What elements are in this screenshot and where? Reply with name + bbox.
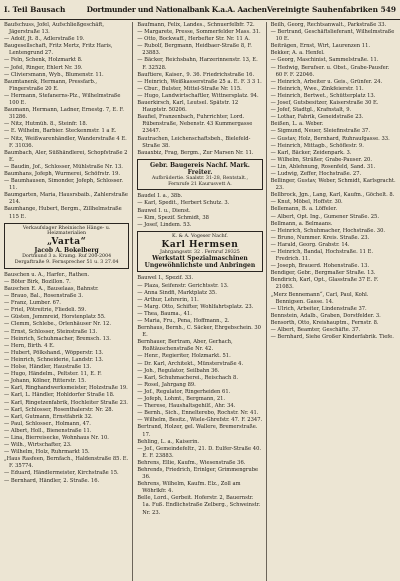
directory-entry: — Feln, Schenk, Holzmarkt 8.	[4, 57, 83, 64]
directory-entry: — Anna Sindfi, Marktplatz 35.	[137, 289, 217, 296]
directory-entry: — Clemm, Schlebe., Orlenhäuser Nr. 12.	[4, 321, 111, 328]
directory-entry: — Lin, Ablehnung, Rosenfeld, Sand. 31.	[270, 163, 376, 170]
directory-entry: Bellmann, a. Belmaans.	[270, 220, 333, 227]
directory-entry: — Heinrich, Bertwet., Schütterplatz 13.	[270, 92, 376, 99]
directory-entry: — Güsten, Jemmreid, Horstenplatz 55.	[4, 314, 106, 321]
directory-entry: — Nitz, Weißwarenhändler, Wanderstraße 4 E. F. 31036.	[4, 135, 127, 149]
directory-entry: — Ludwig, Zeffer, Hochstraße. 27.	[270, 170, 362, 177]
directory-entry: — Georg, Maschinist, Sammelstraße. 11.	[270, 57, 379, 64]
directory-entry: — Johann, Kölner, Ritterstr. 15.	[4, 378, 87, 385]
directory-entry: Bauftiere, Kaiser., 9. 36. Friedrichstraße 16.	[137, 71, 255, 78]
directory-entry: „Merz Bennemann“, Carl, Paul, Kohl. Bennigsen. Gasse. 14.	[270, 291, 369, 305]
column-2-entries-mid	[137, 193, 262, 228]
directory-entry: — Karl, L. Händler, Hohldorfer Straße 18.	[4, 392, 115, 399]
directory-entry: Baugesellschaft, Fritz Mertz, Fritz Haris, Lentengrund 27.	[4, 43, 113, 57]
directory-entry: — Knut, Möbel, Hoffstr. 30.	[270, 199, 343, 206]
directory-entry: — Lothar, Fabrik, Geneidstraße 23.	[270, 114, 364, 121]
directory-entry: — Eduard, Händlermeister, Kirchstraße 15.	[4, 470, 119, 477]
directory-entry: Bauschen u. A., Harfer., Rathen.	[4, 271, 90, 278]
directory-entry: Bellemann, B. a. Löffeler.	[270, 206, 337, 213]
ad-line: K. & A. Vogeser Nachf.	[172, 233, 228, 239]
directory-entry: Beiträgen, Ernst, Wirt, Laurenzen 11.	[270, 43, 371, 50]
directory-entry: — Baumhausen, Simonder, Jofeph, Schlosser. 11.	[4, 178, 124, 192]
directory-entry: — Bernhard, Händler, 2. Straße. 16.	[4, 477, 100, 484]
ad-brand-name: „Varta“	[47, 237, 87, 248]
directory-entry: Baufiel, Franzenbach, Fuhrrichter, Lord. Rübenstraße, Nebenstr. 43 Kummergasse 23447.	[137, 114, 253, 135]
directory-entry: Bernhaus, Bernh., C. Säcker, Ehrgebschein. 30 E.	[137, 325, 261, 339]
directory-entry: Bekker, A. a. Henfel.	[270, 50, 325, 57]
directory-entry: — Josef, Lindem. 53.	[137, 221, 192, 228]
advertisement-box-baugereis	[137, 159, 262, 191]
directory-entry: — Therese, Haushaltsgehilf., Ahr. 34.	[137, 403, 236, 410]
ad-line: Dergaftraße 9. Fernsprecher 51 u. 3 27.04	[14, 260, 119, 266]
directory-entry: Beißen, L. a. Weber.	[270, 121, 324, 128]
directory-entry: — Nitz, Hutmüh. 8., Steinfr. 18.	[4, 121, 88, 128]
directory-entry: — Karl, Schuhmacherei., Reischach 8.	[137, 374, 238, 381]
directory-entry: — Joseph, Brauerd. Hohenstraße. 13.	[270, 263, 370, 270]
directory-entry: Bauschen E. A., Bauselaas, Bahnstr.	[4, 286, 99, 292]
directory-entry: — Heinrich, Weißkasserstraße 25 a. E. F. 3 3 1.	[137, 78, 262, 85]
column-2-entries-before	[137, 22, 262, 157]
directory-entry: — Albert, Beamter, Geschäfte. 37.	[270, 327, 361, 334]
directory-entry: Bendirich, Karl, Opt., Glasstraße 37 E. F. 21083.	[270, 277, 379, 291]
directory-entry: — Thea, Bauma., 41.	[137, 310, 192, 317]
directory-entry: — Hugo, Händelm., Peltster. 11, E. F.	[4, 371, 102, 378]
ad-line: Ungewöhnlichste und Anbringen	[144, 262, 256, 270]
directory-entry: — Ernst, Schlosser, Steinstraße 13.	[4, 328, 98, 335]
column-1-entries-after	[4, 272, 129, 485]
ad-company-name: Jacob A. Bokelberg	[34, 247, 99, 255]
directory-entry: — Karl, Ringhandwerksmeister, Holzstraße 19.	[4, 385, 128, 392]
directory-entry: — Adolf, Jt. 8., Adlerstraße 19.	[4, 36, 85, 43]
directory-entry: — Joh., Regulator, Seilbahn 36.	[137, 367, 220, 374]
directory-entry: — Rubolf, Bergmann, Heidbaer-Straße 8, F. 23883.	[137, 43, 252, 57]
directory-entry: — Albert, Opt. Ing., Gumener Straße. 25.	[270, 213, 380, 220]
directory-entry: — Plaza, Seifenstr. Gerichtsstr. 13.	[137, 282, 229, 289]
directory-entry: Behling, L. a., Kaiserin.	[137, 438, 200, 445]
directory-entry: Baumhange, Hubert, Bergm., Zillhelmstraße 115 E.	[4, 206, 122, 220]
ad-line: Werkstatt Spezialmaschinen	[152, 255, 248, 263]
directory-entry: — Bertrand, Geschäftslieferant, Wilhelmstraße 10 E.	[270, 29, 395, 43]
column-3	[267, 22, 400, 581]
directory-entry: — Dr. Karl, Architekt., Münsterstraße 4.	[137, 360, 244, 367]
column-1	[0, 22, 133, 581]
header-advertisement: Dortmunder und Nationalbank K.a.A. Aachen	[86, 4, 267, 14]
directory-entry: — Wilhelm, Holz, Ruhrmarkt 15.	[4, 449, 90, 456]
directory-entry: — Karl, Spedit., Herbert Schutz. 3.	[137, 200, 230, 207]
directory-entry: — Jof., Regulator, Ringerheiden 61.	[137, 388, 231, 395]
directory-entry: — Jofeph, Lohmt., Bergmann, 21.	[137, 396, 226, 403]
column-1-entries-before	[4, 22, 129, 221]
directory-entry: Bernhauer, Bertram, Aber, Gerhach, Roßtäuschenstraße Nr. 42.	[137, 339, 233, 353]
directory-entry: Bellinger, Gustav, Weber, Schmidt, Karlsgracht. 23.	[270, 178, 396, 192]
directory-entry: Baudel I. a., 38b.	[137, 193, 183, 200]
directory-entry: — Hern, Birth. 4 E.	[4, 342, 55, 349]
directory-entry: — Cliviersmann, Wyb., Blumenstr. 11.	[4, 71, 104, 78]
directory-entry: — Bernh., Sich., Ennelterebo, Rochstr. Nr. 41.	[137, 410, 259, 417]
directory-entry: — Friel, Pötreitrie, Fliedeli. 59.	[4, 307, 87, 314]
directory-entry: Beilh, Georg, Rechtsanwalt., Parkstraße 33.	[270, 22, 387, 28]
directory-entry: Bauaxbiz, Frag, Bergm., Zur Marsen Nr. 11.	[137, 149, 254, 156]
directory-entry: — Jofel, Ringer, Ehlert Nr. 39.	[4, 64, 83, 71]
column-3-entries-before	[271, 22, 397, 341]
directory-entry: — Wilh., Wirtschafter, 23.	[4, 442, 72, 449]
directory-entry: — Maria, Fru., Pena, Hoffmann., 2.	[137, 318, 230, 324]
advertisement-box-varta	[4, 223, 129, 269]
directory-entry: — Franz, Lumber. 67.	[4, 300, 61, 307]
ad-company-name: Gebr. Baugereis Nachf. Mark. Freiter.	[150, 161, 250, 176]
directory-entry: Baumhans, Jofeph, Wurmerei, Schöfrstr. 19.	[4, 170, 121, 177]
directory-entry: — Heinrich, Schuhmacher, Hochstraße. 30.	[270, 227, 386, 234]
directory-entry: — Lina, Bierreisecke, Wohnhaus Nr. 10.	[4, 434, 109, 441]
directory-entry: „Haus Rasfeen, Bernfach., Haldenstraße 85. E. F. 35774.	[4, 456, 129, 470]
directory-entry: — Heinrich, Schuhmacher, Bremsch. 13.	[4, 335, 111, 342]
header-page-title: Vereinigte Sauhenfabriken 549	[266, 4, 396, 14]
directory-entry: — Otto, Bockwaff., Herbefter Str. Nr. 11 A.	[137, 36, 250, 43]
directory-entry: Bendiger, Gebr., Bergmaßer Straße. 13.	[270, 270, 376, 277]
directory-entry: — Paul, Schlosser., Holmann, 47.	[4, 420, 91, 427]
advertisement-box-hermsen	[137, 231, 262, 273]
directory-entry: — Wilhelm, Sträßer, Grabe-Pauser. 20.	[270, 156, 372, 163]
directory-entry: — Josef, Gutsbesitzer, Kaiserstraße 30 E.	[270, 100, 379, 107]
directory-entry: Behrends, Friedrich, Erinlger, Grimmengrube 36.	[137, 466, 259, 481]
directory-entry: — Marg. Otto, Schifter, Wohlfahrtsplatz. 23.	[137, 303, 254, 310]
directory-entry: Baumann, Hermann, Ladner, Ernestg. 7, E. F. 31286.	[4, 107, 124, 121]
directory-entry: — Hubert, Pölkshand., Wöpperstr. 13.	[4, 349, 104, 356]
directory-entry: — Karl, Schlosser, Rosenthalerstr. Nr. 28.	[4, 406, 114, 413]
directory-entry: Bertrand, Holzer, gel. Wallere, Bremerstraße. 17.	[137, 424, 258, 438]
directory-entry: Baumtanenk, Hermann, Pressfarb., Fingerstraße 20 E.	[4, 78, 98, 92]
ad-brand-name: Karl Hermsen	[161, 239, 239, 250]
ad-line: Verkaufslager Rheinische Hänge- u. Heizmaterialien	[22, 225, 111, 237]
directory-entry: Bensorth, Otto, Kreishauptm., Fernstr. 8.	[270, 319, 379, 326]
directory-entry: Bautrachen, Leichenschaftsbeh., Bielefeld-Straße 38.	[137, 135, 251, 149]
directory-entry: — Kim, Spezif. Schmidt, 38	[137, 214, 209, 221]
directory-entry: — Karl, Gutmann, Ernstfabrik 32.	[4, 413, 93, 420]
directory-entry: Belle, Lord., Gerbeit. Hoferstr. 2, Bauernstr. 1a. Fuß. Endlichstraße Zelberg., Schweinstr. Nr. 23.	[137, 495, 261, 516]
directory-entry: — Cbur., Bulster, Mittel-Straße Nr. 115.	[137, 85, 242, 92]
directory-entry: — Böter Birk, Bozillon. 7.	[4, 278, 71, 285]
directory-entry: — Bäcker, Reichsbahn, Harzerinnenstr. 13, E. F. 32528.	[137, 57, 258, 71]
directory-entry: — Brauo, Bal., Rosenstraße 3.	[4, 293, 84, 300]
directory-entry: — Gustav, Holz, Bernhard, Ruhraufgasse. 33.	[270, 135, 390, 142]
directory-entry: Baufmann, Felix, Landes., Schnuerfelbfr. 72.	[137, 22, 255, 28]
directory-entry: — Baudin, Jof., Schlosser, Mühlstraße Nr. 13.	[4, 163, 123, 170]
header-section-label: I. Teil Bausach	[4, 4, 66, 14]
directory-entry: Baufschuss, Jofel, Aufschließgeschäft, Jägerstraße 13.	[4, 22, 105, 36]
directory-entry: — Margarete, Presse, Sommerfelder Mass. 31.	[137, 29, 261, 36]
directory-entry: Baumbach, Aler, Süßhändlerei, Schopfstraße 2 E.	[4, 149, 128, 163]
directory-entry: Bellbrock, Jgn., Lang, Karl, Kaufm., Göchelt. 8.	[270, 192, 395, 199]
directory-entry: Bauwel I., Spezif. 33.	[137, 275, 193, 282]
ad-line: Dortmund 3 a. Kramg. Ruf 200-2004	[22, 254, 112, 260]
directory-entry: — Bernhard, Siehe Großer Kinderfabrik. Tiefe.	[270, 334, 394, 341]
directory-entry: Bennstein, Adalb., Graben, Dorstfelder. 3.	[270, 312, 381, 319]
directory-entry: — Bruno, Nummer. Kreis. Straße. 23.	[270, 234, 370, 241]
ad-line: Jahrgangsstr. 32 . Fernruf 29325	[160, 249, 240, 255]
directory-entry: — Heinrich, Schneiderie, Landstr. 13.	[4, 356, 104, 363]
directory-entry: — Heinrich, Bandal, Hochstraße. 11 E. Fredrich. 11.	[270, 249, 374, 263]
directory-entry: — Hedwig, Berufser. u. Obst., Grabe-Pausfer. 60 F. F. 22046.	[270, 64, 390, 78]
directory-entry: Bauerkirsch, Karl, Leutsel. Spätstr. 12 Hauptstr. 50206.	[137, 100, 239, 114]
directory-entry: Behrens, Wilhelm, Kaufm. Elz., Zoll am Wöhrlkfr. 4.	[137, 481, 241, 495]
directory-entry: — Karl, Ringetzenfabrik, Hochleiter Straße 23.	[4, 399, 128, 406]
directory-entry: — E. Wilhelm, Barbier. Steckenmstr. 1 a E.	[4, 128, 117, 135]
directory-entry: — Hugo, Landwirtschaftler, Wittnersplatz. 94.	[137, 92, 259, 99]
directory-entry: Behrens, Ellie, Kaufm., Wiesenstraße 36.	[137, 459, 246, 466]
directory-entry: — Karl, Bäcker, Zeidenpark. 3.	[270, 149, 352, 156]
directory-entry: — Rosel, Jahrgang 89.	[137, 381, 196, 388]
directory-entry: — Wilhelm, Besitz., Wiele-Ghrefstr. 47. F. 2347.	[137, 417, 263, 424]
directory-entry: — Albert, Holl., Bienenstraße 11.	[4, 427, 92, 434]
directory-entry: — Hermann, Stefanerns-Plz., Wilhelmstraße 100 E.	[4, 92, 121, 107]
directory-entry: — Sigmund, Neuer, Sleiefinstraße 37.	[270, 128, 370, 135]
directory-entry: — Ulrich, Arbeiter, Lindenstraße 37.	[270, 305, 367, 312]
directory-entry: — Jof., Gemeindefeltr., 21. D. Eulfer-Straße 40. E. F. 23883.	[137, 445, 262, 459]
directory-entry: — Holse, Händler, Haustraße 13.	[4, 364, 92, 371]
directory-entry: — Harald, Georg. Grabstr. 14.	[270, 241, 350, 248]
ad-line: Aufbrüdertie. Saalstr. 31-28, Rentstalt., Fernrufe 21 Kaurusvett A.	[151, 175, 249, 187]
directory-columns	[0, 22, 400, 581]
directory-entry: — Henr., Regieriter, Holzmarkt. 51.	[137, 353, 231, 360]
directory-entry: — Jofef, Stadtgl., Krafnstalt, 9.	[270, 107, 352, 114]
column-2-entries-after	[137, 275, 262, 516]
column-2	[133, 22, 266, 581]
directory-entry: — Heinrich, Arbeiter u. Geis., Grünfer. 24.	[270, 78, 383, 85]
directory-entry: — Heinrich, Wwe., Zinkfeierstr. 11.	[270, 85, 364, 92]
directory-entry: — Heinrich, Mittagb., Schöflestr. 9.	[270, 142, 364, 149]
page-header	[0, 0, 400, 20]
directory-entry: Bauwel I. u., Dienst.	[137, 207, 191, 214]
directory-entry: — Arthur, Lehrerin, 11.	[137, 296, 199, 303]
directory-entry: Baumgarten, Maria, Hausrsbaib., Zahlerstraße 214.	[4, 192, 128, 206]
